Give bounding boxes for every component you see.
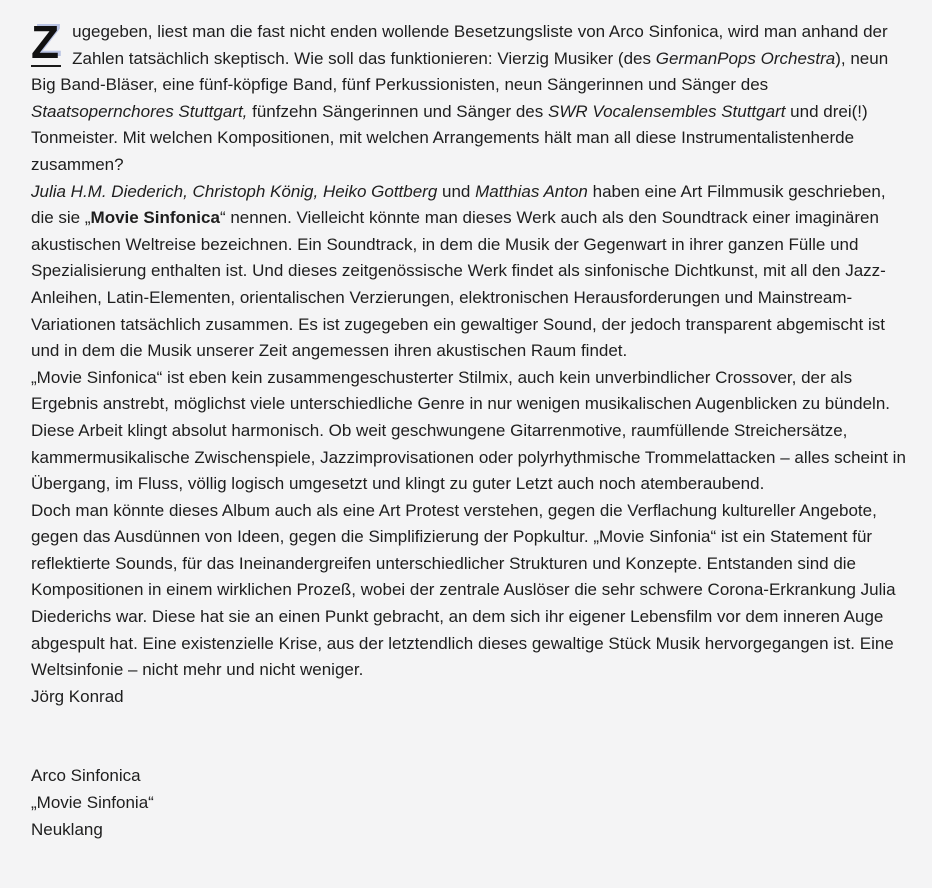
text-run: haben eine Art Filmmusik geschrieben, die sie „ [31, 181, 886, 228]
text-run: Movie Sinfonica [90, 208, 220, 228]
text-run: Doch man könnte dieses Album auch als eine Art Protest verstehen, gegen die Verflachung kultureller Angebote, gegen das Ausdünnen von Ideen, gegen die Simplifizierung der Popkultur. „Movie Sinfonia“ ist ein Statement für reflektierte Sounds, für das Ineinandergreifen unterschiedlicher Strukturen und Konzepte. Entstanden sind die Kompositionen in einem wirklichen Prozeß, wobei der zentrale Auslöser die sehr schwere Corona-Erkrankung Julia Diederichs war. Diese hat sie an einen Punkt gebracht, an dem sich ihr eigener Lebensfilm vor dem inneren Auge abgespult hat. Eine existenzielle Krise, aus der letztendlich dieses gewaltige Stück Musik hervorgegangen ist. Eine Weltsinfonie – nicht mehr und nicht weniger. [31, 500, 896, 680]
text-run: und [437, 181, 476, 201]
text-run: Staatsopernchores Stuttgart, [31, 101, 248, 121]
text-run: ugegeben, liest man die fast nicht enden wollende Besetzungsliste von Arco Sinfonica, wird man anhand der Zahlen tatsächlich skeptisch. Wie soll das funktionieren: Vierzig Musiker (des [72, 22, 888, 68]
footer-label: Neuklang [31, 819, 103, 839]
footer-album-title: „Movie Sinfonia“ [31, 793, 154, 813]
text-run: GermanPops Orchestra [655, 48, 836, 68]
text-run: ), neun Big Band-Bläser, eine fünf-köpfige Band, fünf Perkussionisten, neun Sängerinnen und Sänger des [31, 48, 889, 95]
text-run: fünfzehn Sängerinnen und Sänger des [247, 101, 548, 121]
text-run: und drei(!) Tonmeister. Mit welchen Kompositionen, mit welchen Arrangements hält man all diese Instrumentalistenherde zusammen? [31, 101, 868, 174]
author-byline: Jörg Konrad [31, 686, 124, 706]
text-run: SWR Vocalensembles Stuttgart [547, 101, 786, 121]
dropcap-letter: Z [31, 16, 60, 68]
blank-space [31, 710, 906, 763]
text-run: “ nennen. Vielleicht könnte man dieses Werk auch als den Soundtrack einer imaginären akustischen Weltreise bezeichnen. Ein Soundtrack, in dem die Musik der Gegenwart in ihrer ganzen Fülle und Spezialisierung enthalten ist. Und dieses zeitgenössische Werk findet als sinfonische Dichtkunst, mit all den Jazz-Anleihen, Latin-Elementen, orientalischen Verzierungen, elektronischen Herausforderungen und Mainstream-Variationen tatsächlich zusammen. Es ist zugegeben ein gewaltiger Sound, der jedoch transparent abgemischt ist und in dem die Musik unserer Zeit angemessen ihren akustischen Raum findet. [31, 208, 886, 361]
text-run: Matthias Anton [475, 181, 588, 201]
text-run: Julia H.M. Diederich, Christoph König, Heiko Gottberg [31, 181, 438, 201]
paragraph [31, 179, 906, 365]
paragraph [31, 16, 906, 179]
article-body [31, 16, 906, 684]
paragraph [31, 498, 906, 684]
paragraph [31, 365, 906, 498]
text-run: „Movie Sinfonica“ ist eben kein zusammengeschusterter Stilmix, auch kein unverbindlicher Crossover, der als Ergebnis anstrebt, möglichst viele unterschiedliche Genre in nur wenigen musikalischen Augenblicken zu bündeln. Diese Arbeit klingt absolut harmonisch. Ob weit geschwungene Gitarrenmotive, raumfüllende Streichersätze, kammermusikalische Zwischenspiele, Jazzimprovisationen oder polyrhythmische Trommelattacken – alles scheint in Übergang, im Fluss, völlig logisch umgesetzt und klingt zu guter Letzt auch noch atemberaubend. [31, 367, 906, 494]
footer-artist: Arco Sinfonica [31, 766, 141, 786]
